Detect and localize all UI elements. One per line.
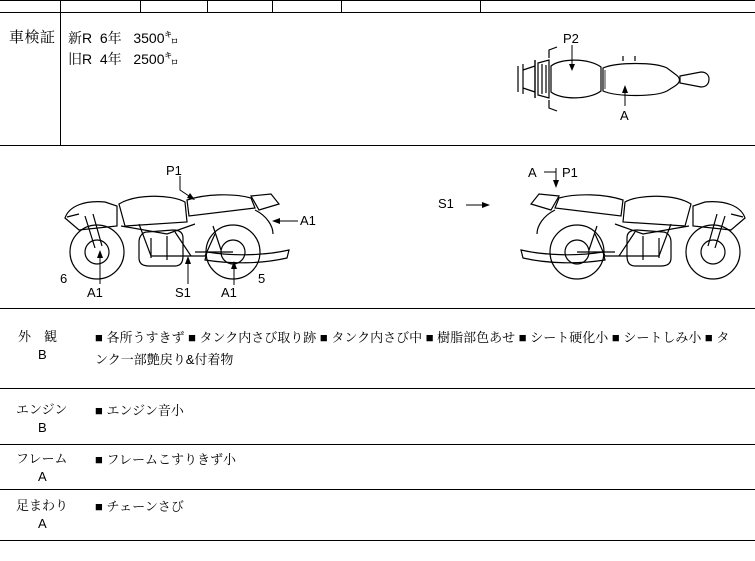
shaken-line-new: 新R 6年 3500㌔ — [68, 30, 179, 46]
condition-grade-engine: B — [38, 420, 47, 435]
callout-left-s1: S1 — [175, 285, 191, 300]
callout-right-p1: P1 — [562, 165, 578, 180]
diagram-top-view — [505, 20, 720, 130]
callout-left-a1-front: A1 — [87, 285, 103, 300]
condition-category-frame: フレーム — [16, 451, 68, 466]
top-row-sep-3 — [207, 0, 208, 12]
callout-left-5: 5 — [258, 271, 266, 286]
divider-top — [0, 0, 755, 1]
top-row-sep-4 — [272, 0, 273, 12]
condition-notes-frame: ■ フレームこすりきず小 — [95, 452, 236, 467]
divider-below-diagrams — [0, 308, 755, 309]
top-row-sep-6 — [480, 0, 481, 12]
top-row-sep-2 — [140, 0, 141, 12]
leader-left-a1-right — [266, 214, 300, 228]
condition-grade-exterior: B — [38, 347, 47, 362]
divider-below-exterior — [0, 388, 755, 389]
condition-notes-running-gear: ■ チェーンさび — [95, 499, 184, 514]
divider-below-frame — [0, 489, 755, 490]
shaken-col-sep — [60, 12, 61, 145]
callout-top-a: A — [620, 108, 629, 123]
callout-left-6: 6 — [60, 271, 68, 286]
divider-below-engine — [0, 444, 755, 445]
callout-right-a: A — [528, 165, 537, 180]
condition-grade-running-gear: A — [38, 516, 47, 531]
condition-notes-engine: ■ エンジン音小 — [95, 403, 184, 418]
leader-left-p1 — [172, 176, 198, 206]
leader-top-a — [617, 82, 637, 108]
leader-left-a1-front — [92, 240, 112, 286]
divider-below-top-row — [0, 12, 755, 13]
callout-top-p2: P2 — [563, 31, 579, 46]
shaken-line-old: 旧R 4年 2500㌔ — [68, 51, 179, 67]
callout-left-a1-right: A1 — [300, 213, 316, 228]
leader-left-a1-rear — [226, 255, 246, 287]
callout-left-p1: P1 — [166, 163, 182, 178]
condition-category-engine: エンジン — [16, 402, 68, 417]
leader-left-s1 — [180, 250, 200, 286]
condition-category-exterior: 外 観 — [18, 329, 58, 344]
callout-left-a1-rear: A1 — [221, 285, 237, 300]
diagram-right-side-view — [465, 160, 755, 285]
condition-notes-exterior: ■ 各所うすきず ■ タンク内さび取り跡 ■ タンク内さび中 ■ 樹脂部色あせ ■ シート硬化小 ■ シートしみ小 ■ タンク一部艶戻り&付着物 — [95, 330, 730, 367]
leader-top-p2 — [566, 45, 586, 73]
condition-category-running-gear: 足まわり — [16, 498, 69, 513]
leader-right-a-p1 — [540, 168, 566, 194]
top-row-sep-5 — [341, 0, 342, 12]
condition-grade-frame: A — [38, 469, 47, 484]
top-row-sep-1 — [60, 0, 61, 12]
shaken-label: 車検証 — [9, 29, 56, 46]
leader-right-s1 — [466, 198, 496, 212]
divider-below-shaken — [0, 145, 755, 146]
callout-right-s1: S1 — [438, 196, 454, 211]
divider-bottom — [0, 540, 755, 541]
